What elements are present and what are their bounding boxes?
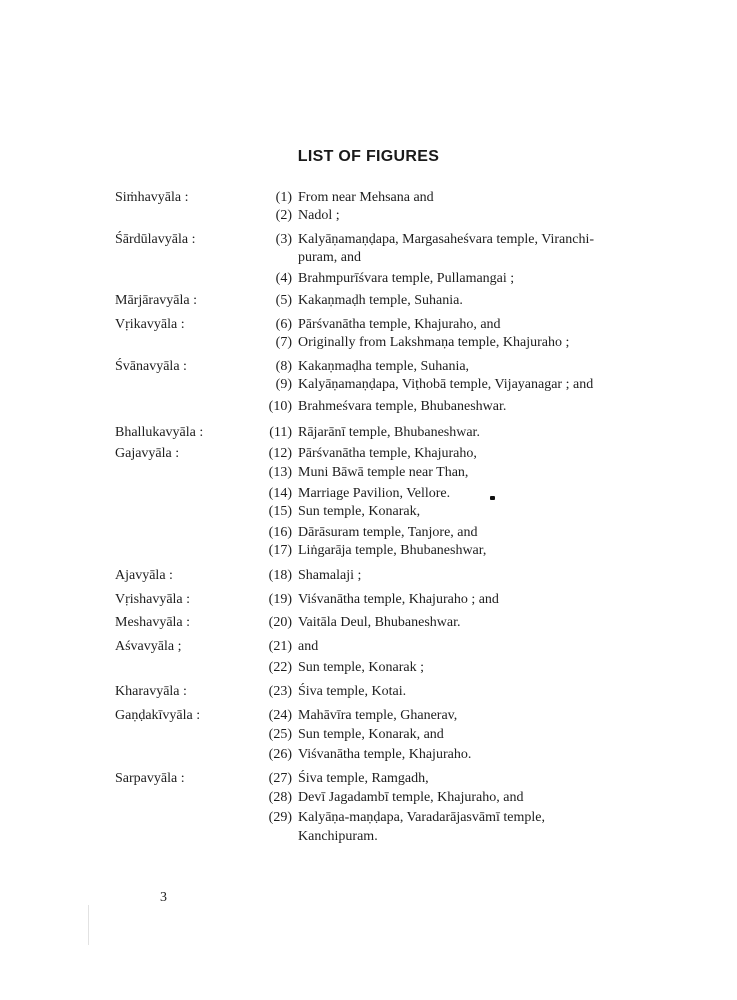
figure-description: Viśvanātha temple, Khajuraho. bbox=[298, 747, 472, 762]
figure-description: Nadol ; bbox=[298, 208, 340, 223]
figure-description: Mahāvīra temple, Ghanerav, bbox=[298, 708, 458, 723]
figure-description: Sun temple, Konarak, and bbox=[298, 727, 444, 742]
figure-description: Sun temple, Konarak ; bbox=[298, 660, 424, 675]
figure-number: (4) bbox=[275, 271, 292, 286]
figure-description: Kalyāṇamaṇḍapa, Margasaheśvara temple, Viranchi- bbox=[298, 232, 595, 247]
category-label: Mārjāravyāla : bbox=[115, 293, 198, 308]
figure-number: (16) bbox=[268, 525, 292, 540]
figure-description: Sun temple, Konarak, bbox=[298, 504, 421, 519]
figure-number: (27) bbox=[268, 771, 292, 786]
figure-description: Kanchipuram. bbox=[298, 829, 378, 844]
figure-description: Brahmeśvara temple, Bhubaneshwar. bbox=[298, 399, 507, 414]
figure-number: (10) bbox=[268, 399, 292, 414]
ink-speck bbox=[490, 496, 495, 500]
figure-description: Marriage Pavilion, Vellore. bbox=[298, 486, 451, 501]
figure-number: (7) bbox=[275, 335, 292, 350]
figure-description: From near Mehsana and bbox=[298, 190, 434, 205]
figure-number: (1) bbox=[275, 190, 292, 205]
figure-description: Muni Bāwā temple near Than, bbox=[298, 465, 469, 480]
figure-description: Pārśvanātha temple, Khajuraho, and bbox=[298, 317, 501, 332]
figure-description: Kalyāṇamaṇḍapa, Viṭhobā temple, Vijayanagar ; and bbox=[298, 377, 594, 392]
figure-description: Shamalaji ; bbox=[298, 568, 362, 583]
figure-number: (11) bbox=[269, 425, 292, 440]
figure-number: (29) bbox=[268, 810, 292, 825]
figure-number: (8) bbox=[275, 359, 292, 374]
figure-number: (14) bbox=[268, 486, 292, 501]
category-label: Sarpavyāla : bbox=[115, 771, 185, 786]
figure-number: (13) bbox=[268, 465, 292, 480]
figure-number: (28) bbox=[268, 790, 292, 805]
figure-number: (5) bbox=[275, 293, 292, 308]
figure-description: and bbox=[298, 639, 319, 654]
category-label: Gaṇḍakīvyāla : bbox=[115, 708, 201, 723]
page-title: LIST OF FIGURES bbox=[297, 148, 440, 165]
figure-number: (25) bbox=[268, 727, 292, 742]
category-label: Śārdūlavyāla : bbox=[115, 232, 196, 247]
figure-description: Dārāsuram temple, Tanjore, and bbox=[298, 525, 478, 540]
figure-number: (6) bbox=[275, 317, 292, 332]
figure-number: (23) bbox=[268, 684, 292, 699]
category-label: Aśvavyāla ; bbox=[115, 639, 182, 654]
figure-description: Vaitāla Deul, Bhubaneshwar. bbox=[298, 615, 461, 630]
figure-number: (9) bbox=[275, 377, 292, 392]
figure-description: Viśvanātha temple, Khajuraho ; and bbox=[298, 592, 499, 607]
figure-number: (19) bbox=[268, 592, 292, 607]
figure-number: (12) bbox=[268, 446, 292, 461]
figure-description: Śiva temple, Kotai. bbox=[298, 684, 407, 699]
figure-description: puram, and bbox=[298, 250, 361, 265]
figure-number: (2) bbox=[275, 208, 292, 223]
category-label: Meshavyāla : bbox=[115, 615, 191, 630]
category-label: Kharavyāla : bbox=[115, 684, 187, 699]
figure-description: Pārśvanātha temple, Khajuraho, bbox=[298, 446, 477, 461]
page-number: 3 bbox=[160, 890, 167, 905]
figure-description: Śiva temple, Ramgadh, bbox=[298, 771, 429, 786]
figure-number: (20) bbox=[268, 615, 292, 630]
category-label: Bhallukavyāla : bbox=[115, 425, 204, 440]
figure-number: (22) bbox=[268, 660, 292, 675]
figure-description: Kalyāṇa-maṇḍapa, Varadarājasvāmī temple, bbox=[298, 810, 545, 825]
category-label: Siṁhavyāla : bbox=[115, 190, 189, 205]
category-label: Ajavyāla : bbox=[115, 568, 173, 583]
figure-number: (15) bbox=[268, 504, 292, 519]
figure-number: (18) bbox=[268, 568, 292, 583]
category-label: Śvānavyāla : bbox=[115, 359, 187, 374]
figure-description: Kakaṇmaḍha temple, Suhania, bbox=[298, 359, 470, 374]
figure-description: Originally from Lakshmaṇa temple, Khajuraho ; bbox=[298, 335, 570, 350]
figure-description: Liṅgarāja temple, Bhubaneshwar, bbox=[298, 543, 487, 558]
figure-number: (24) bbox=[268, 708, 292, 723]
figure-number: (21) bbox=[268, 639, 292, 654]
figure-description: Kakaṇmaḍh temple, Suhania. bbox=[298, 293, 463, 308]
figure-number: (17) bbox=[268, 543, 292, 558]
category-label: Vṛishavyāla : bbox=[115, 592, 191, 607]
figure-number: (3) bbox=[275, 232, 292, 247]
category-label: Vṛikavyāla : bbox=[115, 317, 185, 332]
figure-description: Rājarānī temple, Bhubaneshwar. bbox=[298, 425, 480, 440]
figure-number: (26) bbox=[268, 747, 292, 762]
figure-description: Devī Jagadambī temple, Khajuraho, and bbox=[298, 790, 524, 805]
category-label: Gajavyāla : bbox=[115, 446, 180, 461]
scan-edge-mark bbox=[88, 905, 89, 945]
figure-description: Brahmpurīśvara temple, Pullamangai ; bbox=[298, 271, 515, 286]
